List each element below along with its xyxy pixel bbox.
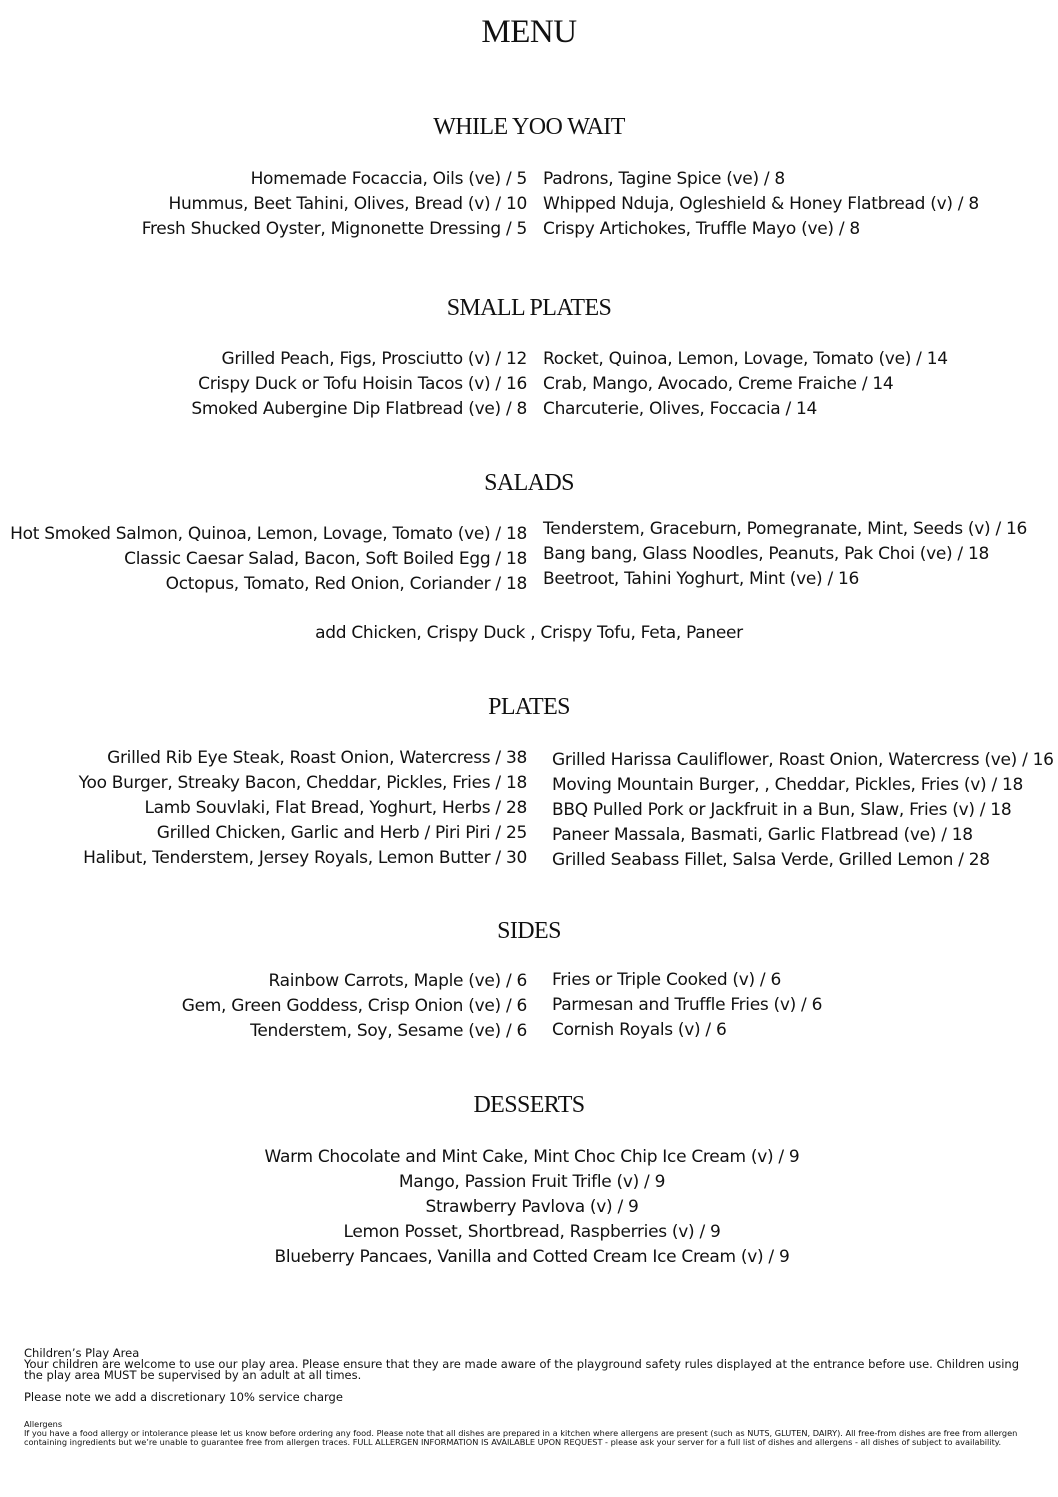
menu-item: Gem, Green Goddess, Crisp Onion (ve) / 6 [181, 996, 527, 1016]
menu-item: Strawberry Pavlova (v) / 9 [425, 1197, 639, 1217]
sides-left-column [182, 969, 527, 1044]
small-plates-left-column [191, 347, 527, 422]
section-title-desserts: DESSERTS [473, 1092, 585, 1118]
section-title-sides: SIDES [497, 918, 561, 944]
menu-item: Bang bang, Glass Noodles, Peanuts, Pak Choi (ve) / 18 [543, 544, 989, 564]
desserts-list [0, 1145, 1058, 1270]
menu-item: Grilled Peach, Figs, Prosciutto (v) / 12 [221, 349, 527, 369]
menu-item: Warm Chocolate and Mint Cake, Mint Choc Chip Ice Cream (v) / 9 [264, 1147, 800, 1167]
menu-item: Octopus, Tomato, Red Onion, Coriander / 18 [165, 574, 527, 594]
menu-title: MENU [481, 14, 577, 50]
menu-item: Homemade Focaccia, Oils (ve) / 5 [250, 169, 527, 189]
menu-item: Padrons, Tagine Spice (ve) / 8 [543, 169, 785, 189]
menu-item: Parmesan and Truffle Fries (v) / 6 [552, 995, 823, 1015]
menu-item: Hummus, Beet Tahini, Olives, Bread (v) / 10 [168, 194, 527, 214]
menu-item: Blueberry Pancaes, Vanilla and Cotted Cream Ice Cream (v) / 9 [274, 1247, 790, 1267]
menu-item: Halibut, Tenderstem, Jersey Royals, Lemon Butter / 30 [83, 848, 527, 868]
menu-item: Grilled Harissa Cauliflower, Roast Onion, Watercress (ve) / 16 [552, 750, 1054, 770]
play-area-title: Children’s Play Area [24, 1346, 140, 1360]
menu-item: Moving Mountain Burger, , Cheddar, Pickles, Fries (v) / 18 [552, 775, 1024, 795]
menu-item: Grilled Chicken, Garlic and Herb / Piri Piri / 25 [156, 823, 527, 843]
menu-item: Classic Caesar Salad, Bacon, Soft Boiled Egg / 18 [124, 549, 527, 569]
play-area-notice [24, 1348, 1040, 1381]
small-plates-right-column [543, 347, 948, 422]
menu-item: Grilled Seabass Fillet, Salsa Verde, Grilled Lemon / 28 [552, 850, 990, 870]
service-charge-notice [24, 1392, 1040, 1403]
menu-item: Paneer Massala, Basmati, Garlic Flatbread (ve) / 18 [552, 825, 973, 845]
while-yoo-wait-right-column [543, 167, 979, 242]
menu-item: Lamb Souvlaki, Flat Bread, Yoghurt, Herbs / 28 [144, 798, 527, 818]
menu-item: Yoo Burger, Streaky Bacon, Cheddar, Pickles, Fries / 18 [78, 773, 527, 793]
menu-item: Crab, Mango, Avocado, Creme Fraiche / 14 [543, 374, 894, 394]
menu-item: Lemon Posset, Shortbread, Raspberries (v) / 9 [343, 1222, 721, 1242]
allergens-text: If you have a food allergy or intolerance please let us know before ordering any food. Please note that all dishes are prepared in a kitchen where allergens are present (such as NUTS, GLUTEN, DAIRY). All free-from dishes are free from allergen containing ingredients but we’re unable to guarantee free from allergen traces. FULL ALLERGEN INFORMATION IS AVAILABLE UPON REQUEST - please ask your server for a full list of dishes and allergens - all dishes of subject to availability. [24, 1428, 1018, 1447]
menu-item: Crispy Artichokes, Truffle Mayo (ve) / 8 [543, 219, 860, 239]
menu-item: Tenderstem, Graceburn, Pomegranate, Mint, Seeds (v) / 16 [543, 519, 1028, 539]
salads-left-column [10, 522, 527, 597]
menu-item: Whipped Nduja, Ogleshield & Honey Flatbread (v) / 8 [543, 194, 979, 214]
menu-item: Hot Smoked Salmon, Quinoa, Lemon, Lovage, Tomato (ve) / 18 [10, 524, 527, 544]
play-area-text: Your children are welcome to use our play area. Please ensure that they are made aware of the playground safety rules displayed at the entrance before use. Children using the play area MUST be supervised by an adult at all times. [24, 1357, 1020, 1382]
menu-item: Tenderstem, Soy, Sesame (ve) / 6 [250, 1021, 527, 1041]
menu-item: Fries or Triple Cooked (v) / 6 [552, 970, 781, 990]
menu-item: Rainbow Carrots, Maple (ve) / 6 [268, 971, 527, 991]
plates-right-column [552, 748, 1054, 873]
menu-item: Smoked Aubergine Dip Flatbread (ve) / 8 [191, 399, 527, 419]
menu-item: Rocket, Quinoa, Lemon, Lovage, Tomato (ve) / 14 [543, 349, 948, 369]
while-yoo-wait-left-column [142, 167, 527, 242]
salads-addons: add Chicken, Crispy Duck , Crispy Tofu, Feta, Paneer [315, 623, 743, 643]
menu-item: BBQ Pulled Pork or Jackfruit in a Bun, Slaw, Fries (v) / 18 [552, 800, 1012, 820]
plates-left-column [79, 746, 527, 871]
sides-right-column [552, 968, 822, 1043]
menu-item: Cornish Royals (v) / 6 [552, 1020, 727, 1040]
menu-item: Crispy Duck or Tofu Hoisin Tacos (v) / 16 [198, 374, 527, 394]
menu-item: Beetroot, Tahini Yoghurt, Mint (ve) / 16 [543, 569, 860, 589]
allergens-title: Allergens [24, 1419, 63, 1429]
section-title-plates: PLATES [488, 694, 570, 720]
section-title-while-yoo-wait: WHILE YOO WAIT [433, 114, 625, 140]
service-charge-text: Please note we add a discretionary 10% service charge [24, 1390, 343, 1404]
menu-item: Fresh Shucked Oyster, Mignonette Dressing / 5 [141, 219, 527, 239]
section-title-small-plates: SMALL PLATES [446, 295, 612, 321]
menu-item: Charcuterie, Olives, Foccacia / 14 [543, 399, 818, 419]
section-title-salads: SALADS [484, 470, 574, 496]
allergens-notice [24, 1420, 1024, 1447]
menu-item: Grilled Rib Eye Steak, Roast Onion, Watercress / 38 [107, 748, 527, 768]
salads-right-column [543, 517, 1027, 592]
menu-item: Mango, Passion Fruit Trifle (v) / 9 [398, 1172, 666, 1192]
